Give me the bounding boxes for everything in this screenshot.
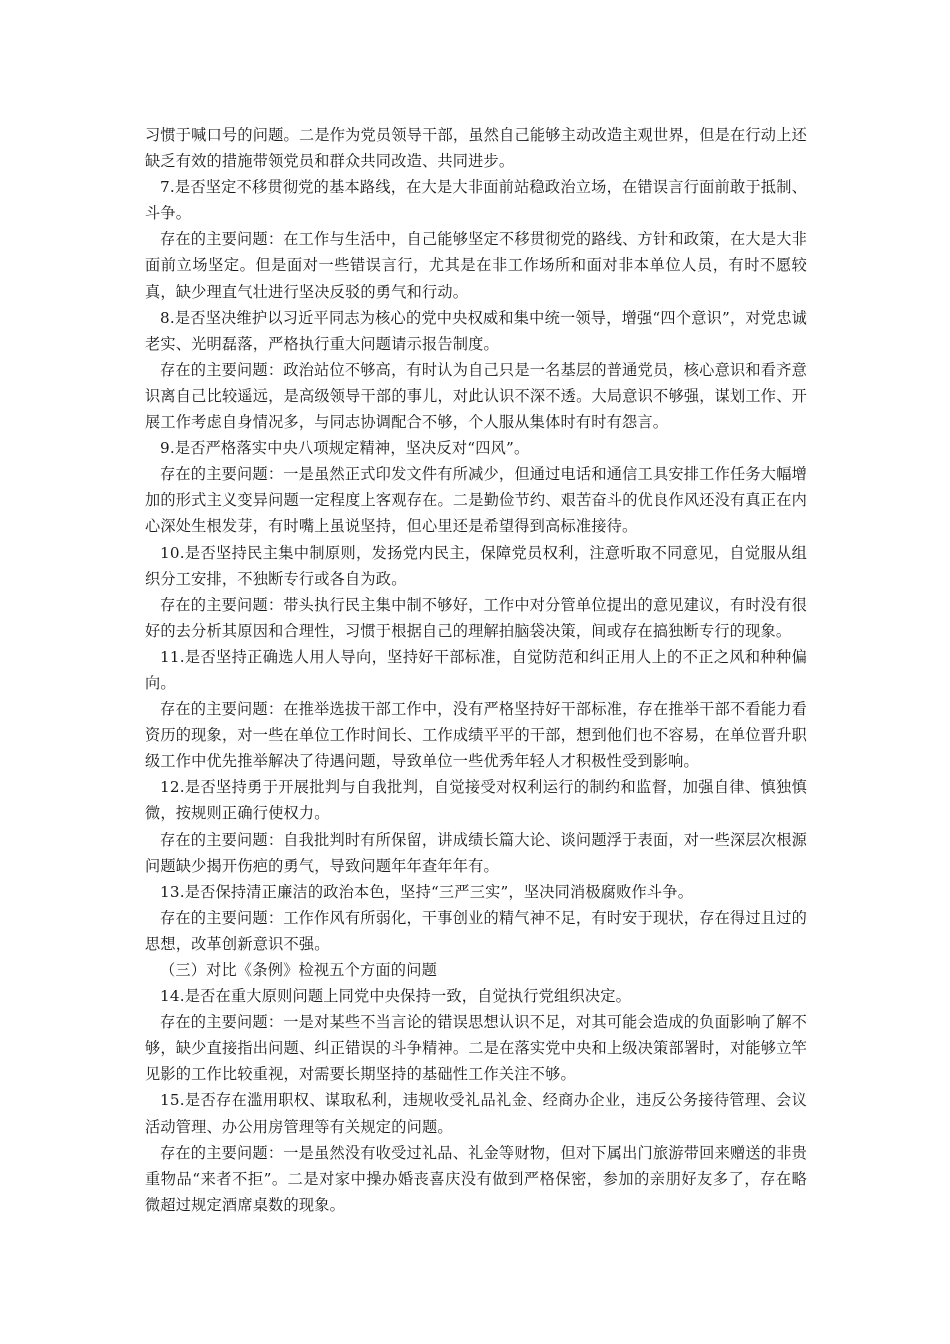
question-item-14: 14.是否在重大原则问题上同党中央保持一致，自觉执行党组织决定。 (160, 987, 631, 1006)
problem-paragraph: 存在的主要问题：一是虽然没有收受过礼品、礼金等财物，但对下属出门旅游带回来赠送的非贵重物品“来者不拒”。二是对家中操办婚丧喜庆没有做到严格保密，参加的亲朋好友多了，存在略微超过规定酒席桌数的现象。 (145, 1143, 807, 1214)
problem-paragraph: 存在的主要问题：在推举选拔干部工作中，没有严格坚持好干部标准，存在推举干部不看能力看资历的现象，对一些在单位工作时间长、工作成绩平平的干部，想到他们也不容易，在单位晋升职级工作中优先推举解决了待遇问题，导致单位一些优秀年轻人才积极性受到影响。 (145, 700, 807, 771)
problem-paragraph: 存在的主要问题：一是虽然正式印发文件有所减少，但通过电话和通信工具安排工作任务大幅增加的形式主义变异问题一定程度上客观存在。二是勤俭节约、艰苦奋斗的优良作风还没有真正在内心深处生根发芽，有时嘴上虽说坚持，但心里还是希望得到高标准接待。 (145, 465, 807, 536)
question-item-8: 8.是否坚决维护以习近平同志为核心的党中央权威和集中统一领导，增强“四个意识”，对党忠诚老实、光明磊落，严格执行重大问题请示报告制度。 (145, 308, 807, 353)
question-item-10: 10.是否坚持民主集中制原则，发扬党内民主，保障党员权利，注意听取不同意见，自觉服从组织分工安排，不独断专行或各自为政。 (145, 543, 807, 588)
problem-paragraph: 存在的主要问题：政治站位不够高，有时认为自己只是一名基层的普通党员，核心意识和看齐意识离自己比较遥远，是高级领导干部的事儿，对此认识不深不透。大局意识不够强，谋划工作、开展工作考虑自身情况多，与同志协调配合不够，个人服从集体时有时有怨言。 (145, 360, 807, 432)
question-item-11: 11.是否坚持正确选人用人导向，坚持好干部标准，自觉防范和纠正用人上的不正之风和种种偏向。 (145, 647, 807, 692)
paragraph: 习惯于喊口号的问题。二是作为党员领导干部，虽然自己能够主动改造主观世界，但是在行动上还缺乏有效的措施带领党员和群众共同改造、共同进步。 (145, 126, 807, 171)
problem-paragraph: 存在的主要问题：工作作风有所弱化，干事创业的精气神不足，有时安于现状，存在得过且过的思想，改革创新意识不强。 (145, 908, 807, 953)
question-item-13: 13.是否保持清正廉洁的政治本色，坚持“三严三实”，坚决同消极腐败作斗争。 (160, 882, 694, 901)
question-item-15: 15.是否存在滥用职权、谋取私利，违规收受礼品礼金、经商办企业，违反公务接待管理、会议活动管理、办公用房管理等有关规定的问题。 (145, 1091, 807, 1136)
problem-paragraph: 存在的主要问题：带头执行民主集中制不够好，工作中对分管单位提出的意见建议，有时没有很好的去分析其原因和合理性，习惯于根据自己的理解拍脑袋决策，间或存在搞独断专行的现象。 (145, 595, 807, 640)
question-item-7: 7.是否坚定不移贯彻党的基本路线，在大是大非面前站稳政治立场，在错误言行面前敢于抵制、斗争。 (145, 178, 807, 223)
question-item-12: 12.是否坚持勇于开展批判与自我批判，自觉接受对权利运行的制约和监督，加强自律、慎独慎微，按规则正确行使权力。 (145, 778, 807, 823)
problem-paragraph: 存在的主要问题：在工作与生活中，自己能够坚定不移贯彻党的路线、方针和政策，在大是大非面前立场坚定。但是面对一些错误言行，尤其是在非工作场所和面对非本单位人员，有时不愿较真，缺少理直气壮进行坚决反驳的勇气和行动。 (145, 230, 807, 301)
problem-paragraph: 存在的主要问题：自我批判时有所保留，讲成绩长篇大论、谈问题浮于表面，对一些深层次根源问题缺少揭开伤疤的勇气，导致问题年年查年年有。 (145, 830, 807, 875)
section-heading: （三）对比《条例》检视五个方面的问题 (160, 961, 437, 979)
question-item-9: 9.是否严格落实中央八项规定精神，坚决反对“四风”。 (160, 439, 530, 458)
document-body (145, 122, 807, 1218)
problem-paragraph: 存在的主要问题：一是对某些不当言论的错误思想认识不足，对其可能会造成的负面影响了解不够，缺少直接指出问题、纠正错误的斗争精神。二是在落实党中央和上级决策部署时，对能够立竿见影的工作比较重视，对需要长期坚持的基础性工作关注不够。 (145, 1013, 807, 1084)
